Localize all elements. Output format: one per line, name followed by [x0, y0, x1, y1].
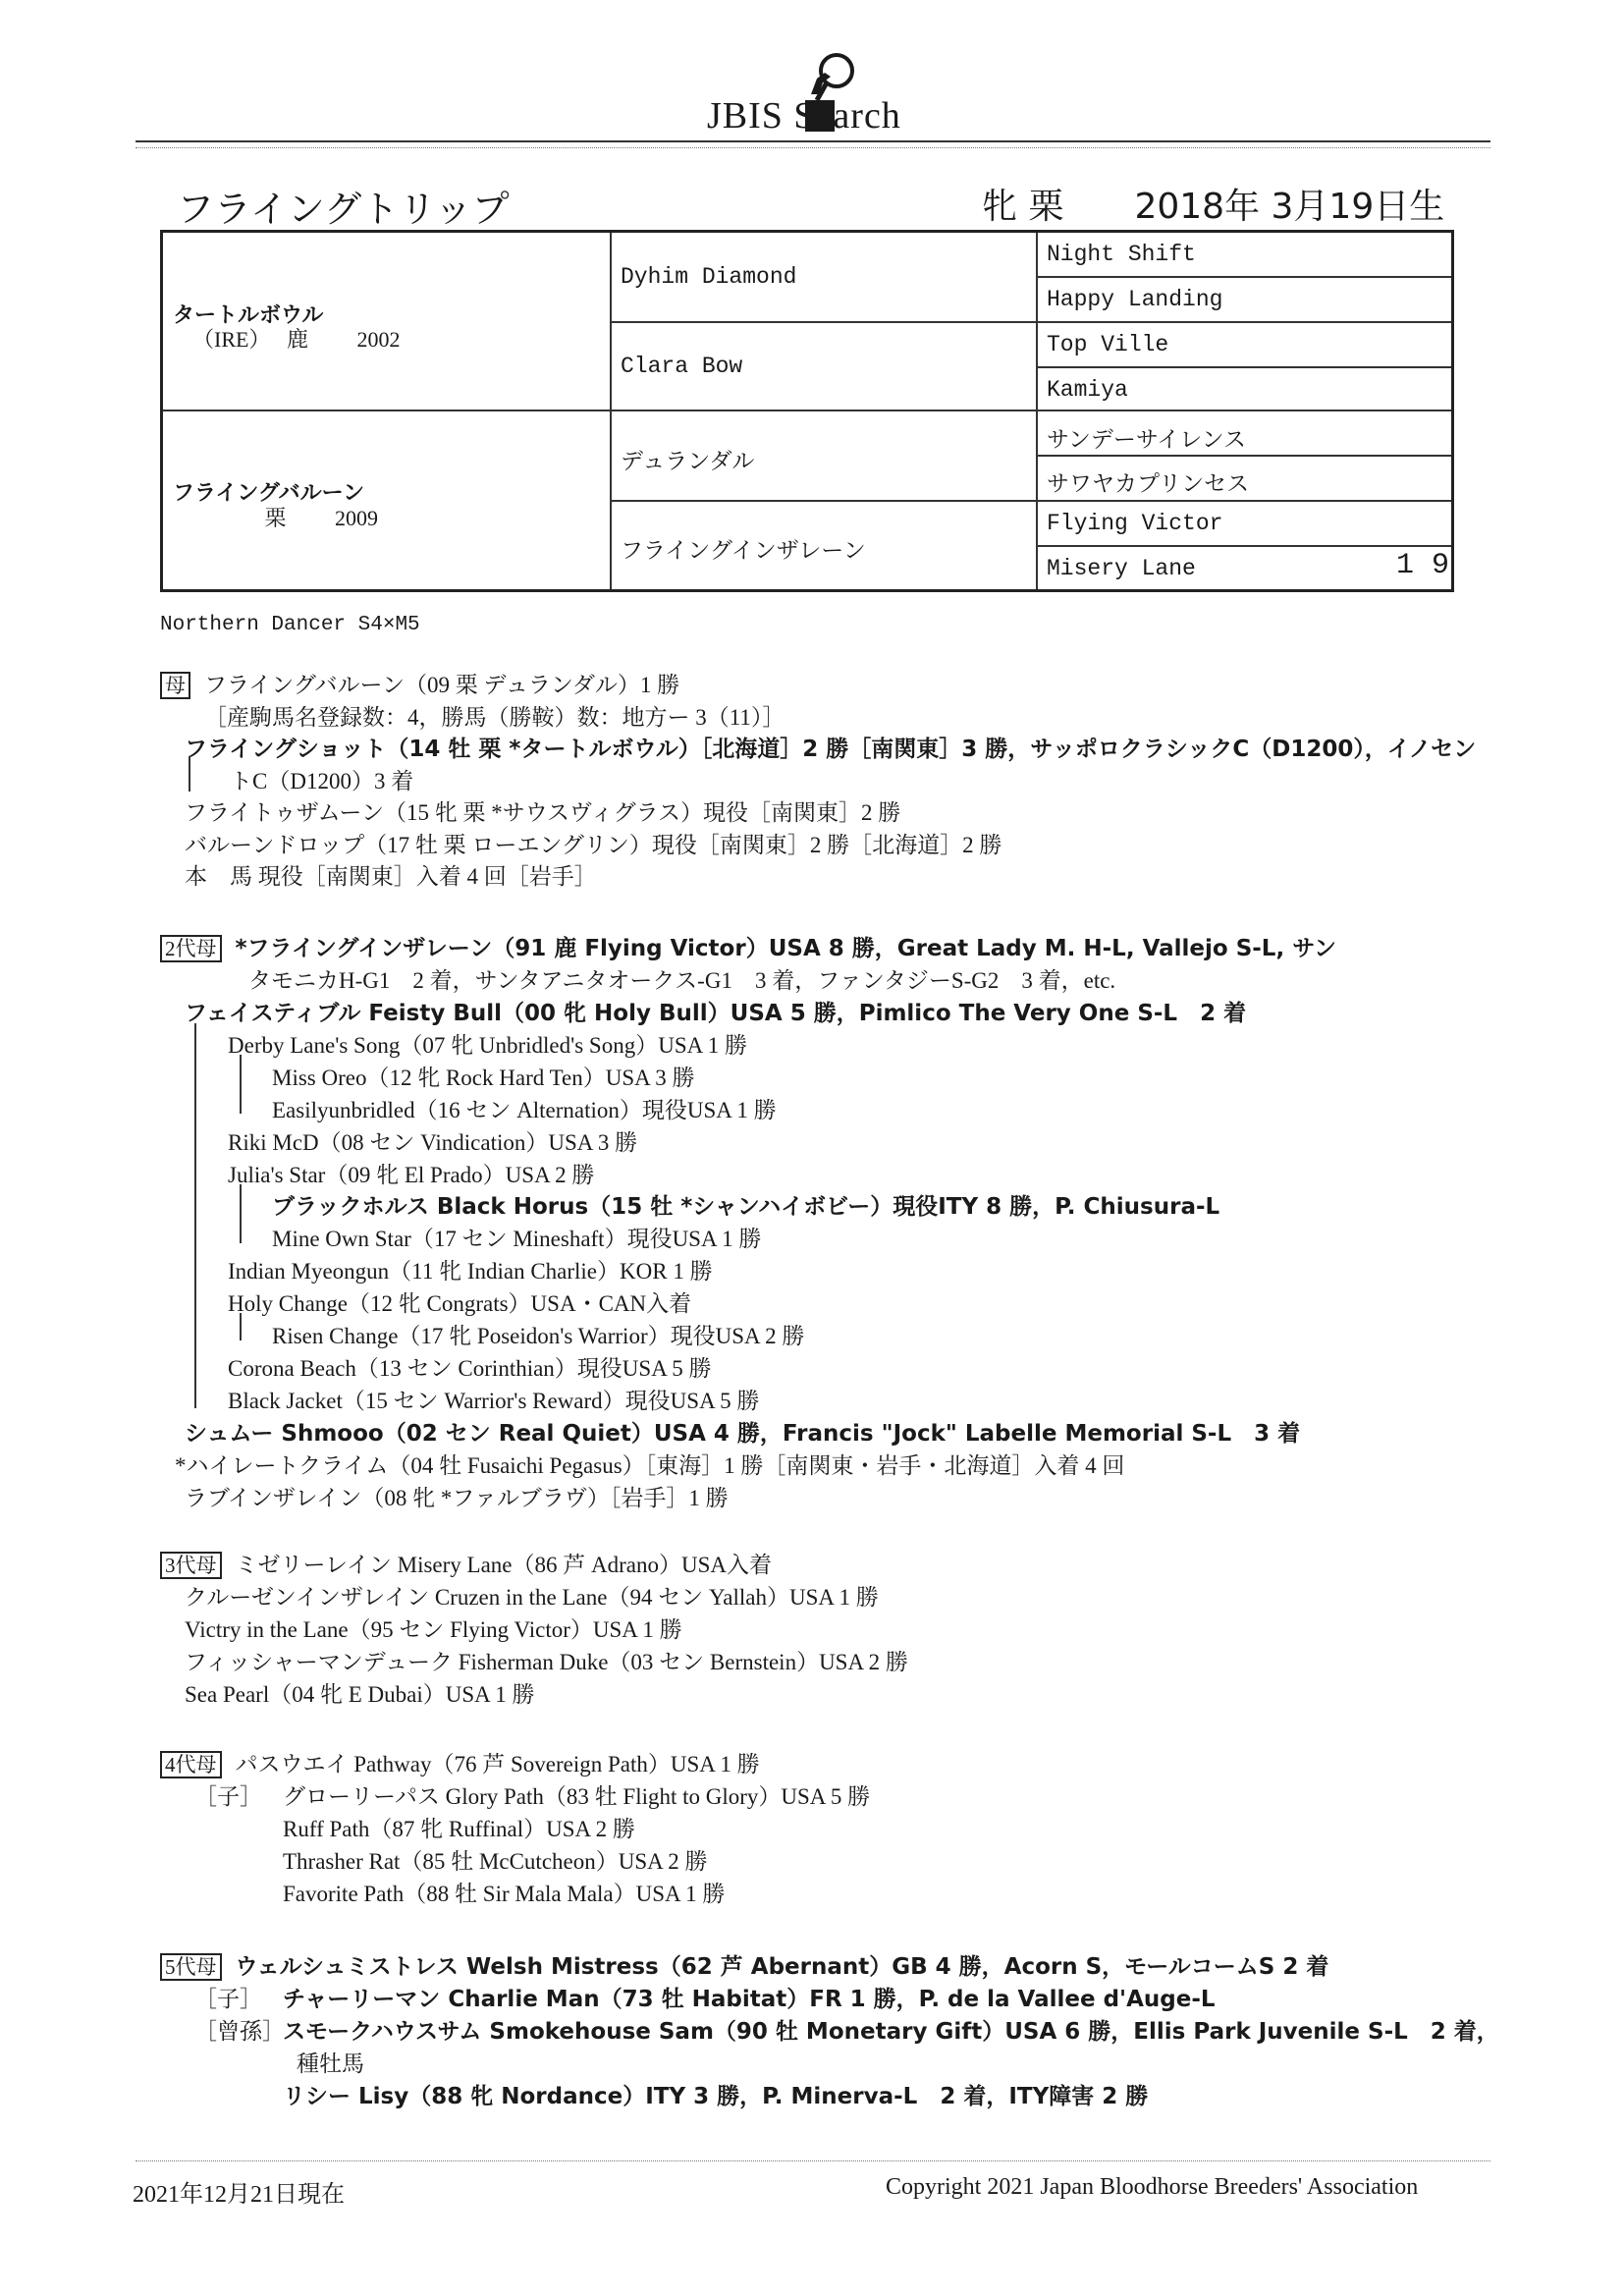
gen5-dam-entry: 5代母 ウェルシュミストレス Welsh Mistress（62 芦 Abernant）GB 4 勝，Acorn S，モールコームS 2 着: [160, 1948, 1328, 1981]
grand-offspring-line: Black Jacket（15 セン Warrior's Reward）現役USA 5 勝: [228, 1389, 760, 1413]
tree-bar: [240, 1055, 242, 1114]
row-divider: [610, 321, 1451, 323]
descendant-line: スモークハウスサム Smokehouse Sam（90 牡 Monetary Gift）USA 6 勝，Ellis Park Juvenile S-L 2 着，: [283, 2019, 1499, 2045]
sire-detail: （IRE） 鹿 2002: [192, 327, 401, 352]
jbis-logo: [707, 49, 943, 137]
offspring-line: バルーンドロップ（17 牡 栗 ローエングリン）現役［南関東］2 勝［北海道］2 勝: [185, 833, 1002, 857]
grand-offspring-line: Holy Change（12 牝 Congrats）USA・CAN入着: [228, 1291, 692, 1316]
great-offspring-line: ブラックホルス Black Horus（15 牡 *シャンハイボビー）現役ITY 8 勝，P. Chiusura-L: [272, 1194, 1220, 1220]
horse-meta: [982, 179, 1444, 229]
gen2-sire-sire: Dyhim Diamond: [621, 264, 797, 290]
inbreeding-note: Northern Dancer S4×M5: [160, 614, 420, 636]
gen3-dam-entry: 3代母 ミゼリーレイン Misery Lane（86 芦 Adrano）USA入着: [160, 1547, 772, 1579]
descendant-line: グローリーパス Glory Path（83 牡 Flight to Glory）USA 5 勝: [283, 1784, 871, 1809]
horse-name: フライングトリップ: [177, 188, 510, 231]
dam-name: フライングバルーン: [173, 481, 365, 506]
gen3-ancestor: Misery Lane: [1047, 556, 1196, 581]
descendant-line: リシー Lisy（88 牝 Nordance）ITY 3 勝，P. Minerva-L 2 着，ITY障害 2 勝: [283, 2084, 1149, 2109]
row-divider: [1036, 366, 1451, 368]
row-divider: [1036, 545, 1451, 547]
child-tag: ［子］: [194, 1784, 262, 1809]
sire-name: タートルボウル: [173, 303, 324, 328]
gen3-ancestor: サンデーサイレンス: [1047, 428, 1246, 454]
row-divider: [1036, 455, 1451, 457]
gen2-dam-entry: 2代母 *フライングインザレーン（91 鹿 Flying Victor）USA 8 勝，Great Lady M. H-L, Vallejo S-L, サン: [160, 930, 1336, 962]
row-divider: [1036, 276, 1451, 278]
gen4-dam-entry: 4代母 パスウエイ Pathway（76 芦 Sovereign Path）USA 1 勝: [160, 1746, 760, 1778]
grand-offspring-line: Indian Myeongun（11 牝 Indian Charlie）KOR 1 勝: [228, 1259, 713, 1284]
great-offspring-line: Miss Oreo（12 牝 Rock Hard Ten）USA 3 勝: [272, 1066, 695, 1090]
offspring-line: *ハイレートクライム（04 牡 Fusaichi Pegasus）［東海］1 勝［南関東・岩手・北海道］入着 4 回: [175, 1453, 1125, 1478]
section-tag: 母: [160, 672, 190, 699]
gen2-sire-dam: Clara Bow: [621, 354, 743, 379]
great-offspring-line: Mine Own Star（17 セン Mineshaft）現役USA 1 勝: [272, 1227, 762, 1251]
section-tag: 2代母: [160, 935, 222, 962]
gen3-ancestor: Kamiya: [1047, 377, 1128, 403]
section-tag: 5代母: [160, 1953, 222, 1981]
gen3-ancestor: Night Shift: [1047, 242, 1196, 267]
descendant-line-cont: 種牡馬: [297, 2051, 364, 2076]
descendant-line: チャーリーマン Charlie Man（73 牡 Habitat）FR 1 勝，P. de la Vallee d'Auge-L: [283, 1987, 1216, 2012]
header-rule-dotted: [135, 147, 1490, 148]
offspring-line: シュムー Shmooo（02 セン Real Quiet）USA 4 勝，Francis "Jock" Labelle Memorial S-L 3 着: [185, 1421, 1301, 1447]
offspring-line: フライトゥザムーン（15 牝 栗 *サウスヴィグラス）現役［南関東］2 勝: [185, 800, 901, 825]
offspring-line: フィッシャーマンデューク Fisherman Duke（03 セン Bernstein）USA 2 勝: [185, 1650, 908, 1674]
row-divider: [610, 500, 1451, 502]
child-tag: ［子］: [194, 1987, 262, 2011]
tree-bar: [240, 1184, 242, 1243]
dam-detail: 栗 2009: [173, 506, 379, 530]
grand-offspring-line: Derby Lane's Song（07 牝 Unbridled's Song）USA 1 勝: [228, 1033, 747, 1058]
as-of-date: 2021年12月21日現在: [133, 2182, 345, 2208]
great-offspring-line: Easilyunbridled（16 セン Alternation）現役USA 1 勝: [272, 1098, 777, 1122]
tree-bar: [240, 1313, 242, 1340]
gen3-ancestor: Top Ville: [1047, 332, 1169, 357]
gen2-dam-entry-cont: タモニカH-G1 2 着，サンタアニタオークス-G1 3 着，ファンタジーS-G2 3 着，etc.: [248, 968, 1116, 993]
pedigree-table: [160, 230, 1454, 592]
dam-offspring-stats: ［産駒馬名登録数：4，勝馬（勝鞍）数：地方ー 3（11）］: [204, 705, 785, 730]
tree-bar: [194, 1023, 196, 1408]
offspring-line: ラブインザレイン（08 牝 *ファルブラヴ）［岩手］1 勝: [185, 1486, 729, 1510]
copyright: Copyright 2021 Japan Bloodhorse Breeders' Association: [886, 2174, 1419, 2200]
row-divider: [163, 410, 1451, 411]
grand-offspring-line: Corona Beach（13 セン Corinthian）現役USA 5 勝: [228, 1356, 712, 1381]
gen2-dam-sire: デュランダル: [621, 450, 755, 475]
page-number: 1 9: [1396, 549, 1450, 582]
gen3-ancestor: Flying Victor: [1047, 511, 1223, 536]
descendant-line: Ruff Path（87 牝 Ruffinal）USA 2 勝: [283, 1817, 635, 1841]
great-offspring-line: Risen Change（17 牝 Poseidon's Warrior）現役USA 2 勝: [272, 1324, 805, 1348]
tree-bar: [189, 756, 190, 792]
offspring-line: クルーゼンインザレイン Cruzen in the Lane（94 セン Yallah）USA 1 勝: [185, 1585, 879, 1610]
grand-offspring-line: Julia's Star（09 牝 El Prado）USA 2 勝: [228, 1163, 595, 1187]
gen3-ancestor: サワヤカプリンセス: [1047, 472, 1250, 498]
offspring-line: 本 馬 現役［南関東］入着 4 回［岩手］: [185, 864, 597, 889]
offspring-line-cont: トC（D1200）3 着: [230, 769, 414, 793]
logo-text: JBIS Search: [707, 95, 901, 137]
offspring-line: Sea Pearl（04 牝 E Dubai）USA 1 勝: [185, 1682, 535, 1707]
gen3-ancestor: Happy Landing: [1047, 287, 1223, 312]
offspring-line: フェイスティブル Feisty Bull（00 牝 Holy Bull）USA 5 勝，Pimlico The Very One S-L 2 着: [185, 1001, 1247, 1026]
offspring-line: フライングショット（14 牡 栗 *タートルボウル）［北海道］2 勝［南関東］3 勝，サッポロクラシックC（D1200），イノセン: [185, 737, 1477, 762]
birth-date: 2018年 3月19日生: [1134, 187, 1445, 227]
descendant-line: Favorite Path（88 牡 Sir Mala Mala）USA 1 勝: [283, 1882, 726, 1906]
descendant-line: Thrasher Rat（85 牡 McCutcheon）USA 2 勝: [283, 1849, 708, 1874]
section-tag: 3代母: [160, 1552, 222, 1579]
dam-entry: 母 フライングバルーン（09 栗 デュランダル）1 勝: [160, 667, 679, 699]
footer-rule: [135, 2160, 1490, 2161]
gen2-dam-dam: フライングインザレーン: [621, 539, 866, 565]
offspring-line: Victry in the Lane（95 セン Flying Victor）USA 1 勝: [185, 1617, 682, 1642]
great-grandchild-tag: ［曾孫］: [194, 2019, 285, 2044]
section-tag: 4代母: [160, 1751, 222, 1778]
header-rule: [135, 140, 1490, 142]
sex-color: 牝 栗: [982, 187, 1064, 227]
grand-offspring-line: Riki McD（08 セン Vindication）USA 3 勝: [228, 1130, 638, 1155]
